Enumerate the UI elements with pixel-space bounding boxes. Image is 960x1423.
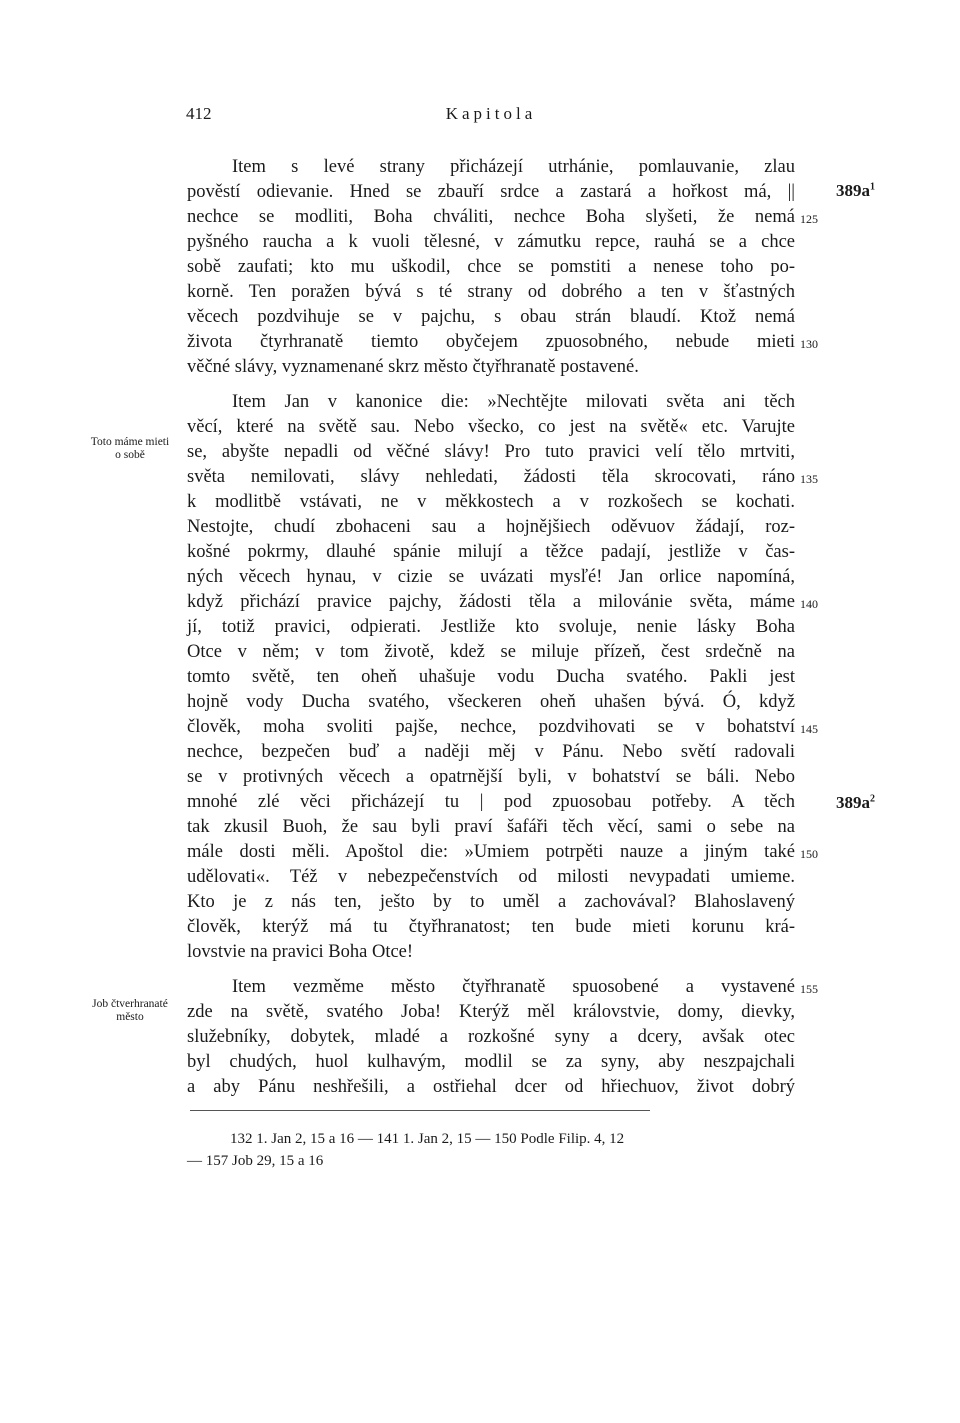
margin-note: Toto máme mieti o sobě bbox=[90, 436, 170, 461]
page-number: 412 bbox=[186, 104, 212, 123]
text-line: Item vezměme město čtyřhranatě spuosobené a vystavené bbox=[232, 977, 795, 997]
line-number: 135 bbox=[800, 472, 818, 486]
text-line: a aby Pánu neshřešili, a ostřiehal dcer od hřiechuov, život dobrý bbox=[187, 1077, 795, 1097]
text-line: člověk, kterýž má tu čtyřhranatost; ten bude mieti korunu krá- bbox=[187, 917, 795, 937]
text-line: Item s levé strany přicházejí utrhánie, pomlauvanie, zlau bbox=[232, 157, 795, 177]
text-line: života čtyrhranatě tiemto obyčejem zpuosobného, nebude mieti bbox=[187, 332, 795, 352]
text-line: služebníky, dobytek, mladé a rozkošné syny a dcery, avšak otec bbox=[187, 1027, 795, 1047]
line-number: 125 bbox=[800, 212, 818, 226]
text-line: věcech pozdvihuje se v pajchu, s obau strán blaudí. Ktož nemá bbox=[187, 307, 795, 327]
line-number: 155 bbox=[800, 982, 818, 996]
folio-mark: $389a^2$ bbox=[836, 793, 875, 812]
text-line: pyšného raucha a k vuoli tělesné, v zámutku repce, rauhá se a chce bbox=[187, 232, 795, 252]
text-line: zde na světě, svatého Joba! Kterýž měl královstvie, domy, dievky, bbox=[187, 1002, 795, 1022]
footnote-line: 132 1. Jan 2, 15 a 16 — 141 1. Jan 2, 15 — 150 Podle Filip. 4, 12 bbox=[230, 1131, 625, 1147]
running-title: Kapitola bbox=[445, 104, 537, 123]
text-line: Kto je z nás ten, ješto by to uměl a zachovával? Blahoslavený bbox=[187, 892, 795, 912]
text-line: pověstí odievanie. Hned se zbauří srdce a zastará a hořkost má, || bbox=[187, 182, 795, 202]
line-number: 140 bbox=[800, 597, 818, 611]
text-line: lovstvie na pravici Boha Otce! bbox=[187, 942, 414, 962]
text-line: věcí, které na světě sau. Nebo všecko, co jest na světě« etc. Varujte bbox=[187, 417, 795, 437]
text-line: k modlitbě vstávati, ne v měkkostech a v rozkošech se kochati. bbox=[187, 492, 795, 512]
text-line: věčné slávy, vyznamenané skrz město čtyřhranatě postavené. bbox=[187, 357, 639, 377]
line-number: 145 bbox=[800, 722, 818, 736]
text-line: nechce, bezpečen buď a naději měj v Pánu. Nebo světí radovali bbox=[187, 742, 795, 762]
text-line: když přichází pravice pajchy, žádosti těla a milovánie světa, máme bbox=[187, 592, 795, 612]
text-line: ných věcech hynau, v cizie se uvázati mysľé! Jan orlice napomíná, bbox=[187, 567, 795, 587]
footnote-rule bbox=[190, 1110, 650, 1111]
text-line: světa nemilovati, slávy nehledati, žádosti těla skrocovati, ráno bbox=[187, 467, 795, 487]
text-line: se v protivných věcech a opatrnější byli, v bohatství se báli. Nebo bbox=[187, 767, 795, 787]
text-line: hojně vody Ducha svatého, všeckeren oheň uhašen bývá. Ó, když bbox=[187, 692, 795, 712]
text-line: korně. Ten poražen bývá s té strany od dobrého a ten v šťastných bbox=[187, 282, 795, 302]
folio-mark: $389a^1$ bbox=[836, 181, 875, 200]
line-number: 130 bbox=[800, 337, 818, 351]
text-line: Otce v něm; v tom životě, kdež se miluje přízeň, čest srdečně na bbox=[187, 642, 795, 662]
text-line: jí, totiž pravici, odpierati. Jestliže kto svoluje, nenie lásky Boha bbox=[187, 617, 795, 637]
text-line: člověk, moha svoliti pajše, nechce, pozdvihovati se v bohatství bbox=[187, 717, 795, 737]
footnote-line: — 157 Job 29, 15 a 16 bbox=[187, 1153, 324, 1169]
text-line: se, abyšte nepadli od věčné slávy! Pro tuto pravici velí tělo mrtviti, bbox=[187, 442, 795, 462]
margin-note: Job čtverhranaté město bbox=[92, 998, 168, 1023]
text-line: košné pokrmy, dlauhé spánie milují a těžce padají, jestliže v čas- bbox=[187, 542, 795, 562]
text-line: tomto světě, ten oheň uhašuje vodu Ducha svatého. Pakli jest bbox=[187, 667, 795, 687]
text-line: byl chudých, huol kulhavým, modlil se za syny, aby neszpajchali bbox=[187, 1052, 795, 1072]
page-header bbox=[186, 104, 796, 128]
text-line: udělovati«. Též v nebezpečenstvích od milosti nevypadati umieme. bbox=[187, 867, 795, 887]
text-line: tak zkusil Buoh, že sau byli praví šafáři těch věcí, sami o sebe na bbox=[187, 817, 795, 837]
text-line: Item Jan v kanonice die: »Nechtějte milovati světa ani těch bbox=[232, 392, 795, 412]
text-line: nechce se modliti, Boha chváliti, nechce Boha slyšeti, že nemá bbox=[187, 207, 795, 227]
text-line: mále dosti měli. Apoštol die: »Umiem potrpěti nauze a jiným také bbox=[187, 842, 795, 862]
line-number: 150 bbox=[800, 847, 818, 861]
text-line: sobě zaufati; kto mu uškodil, chce se pomstiti a nenese toho po- bbox=[187, 257, 795, 277]
text-line: Nestojte, chudí zbohaceni sau a hojnějšiech oděvuov žádají, roz- bbox=[187, 517, 795, 537]
text-line: mnohé zlé věci přicházejí tu | pod zpuosobau potřeby. A těch bbox=[187, 792, 795, 812]
